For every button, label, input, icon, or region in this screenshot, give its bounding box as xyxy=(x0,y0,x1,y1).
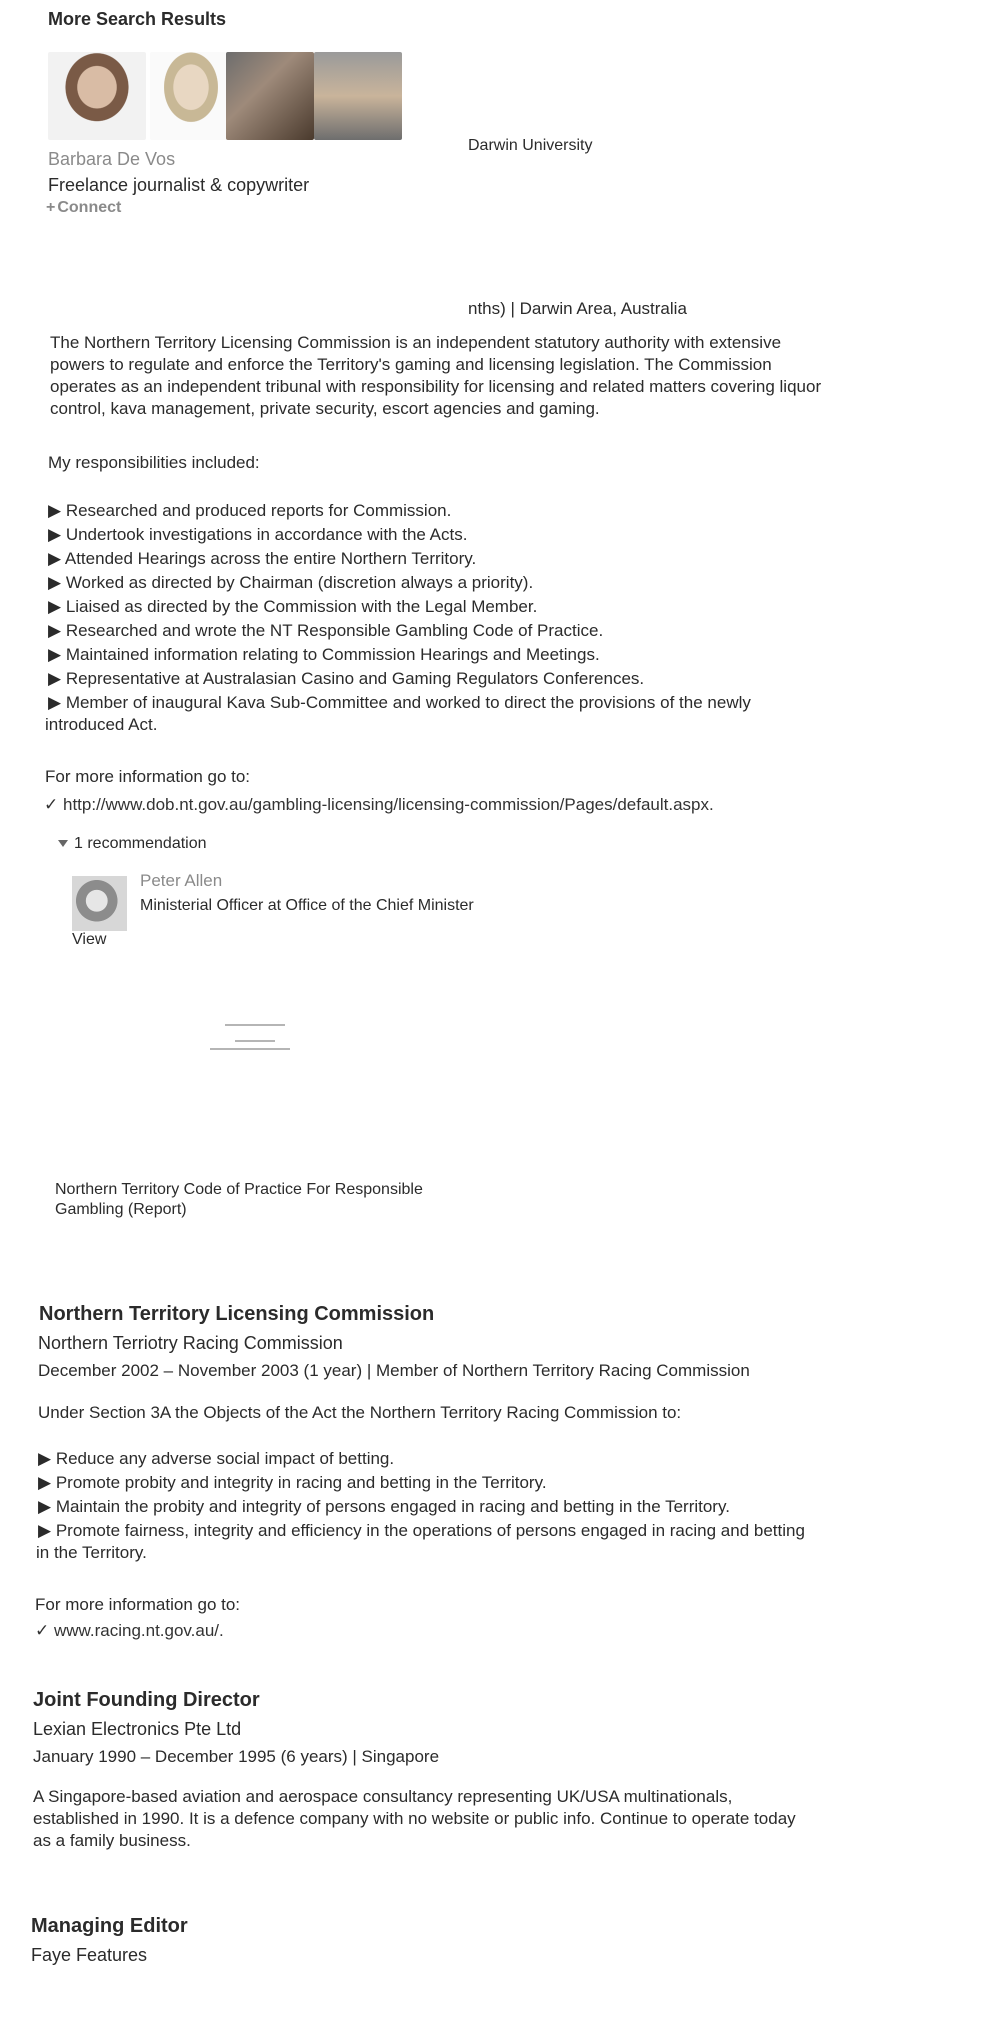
recommender-avatar[interactable] xyxy=(72,876,127,931)
profile-photo[interactable] xyxy=(226,52,314,140)
connect-label: Connect xyxy=(57,199,122,216)
plus-icon: + xyxy=(46,199,56,216)
position-company[interactable]: Lexian Electronics Pte Ltd xyxy=(33,1719,242,1739)
position-meta: December 2002 – November 2003 (1 year) | Member of Northern Territory Racing Commission xyxy=(38,1361,750,1380)
recommender-name[interactable]: Peter Allen xyxy=(140,871,223,890)
more-info-link[interactable]: ✓ http://www.dob.nt.gov.au/gambling-licensing/licensing-commission/Pages/default.aspx. xyxy=(44,795,714,814)
recommendation-toggle[interactable]: 1 recommendation xyxy=(58,834,207,854)
recommender-title: Ministerial Officer at Office of the Chief Minister xyxy=(140,897,474,914)
profile-photo[interactable] xyxy=(48,52,146,140)
position-meta: January 1990 – December 1995 (6 years) | Singapore xyxy=(33,1747,440,1766)
list-item: ▶ Worked as directed by Chairman (discretion always a priority). xyxy=(48,573,534,592)
document-thumbnail[interactable] xyxy=(195,1018,305,1068)
list-item: ▶ Reduce any adverse social impact of betting. xyxy=(38,1449,395,1468)
responsibilities-list xyxy=(45,500,751,736)
profile-photo[interactable] xyxy=(150,52,232,140)
list-item: ▶ Researched and produced reports for Commission. xyxy=(48,501,452,520)
result-name[interactable]: Barbara De Vos xyxy=(48,149,176,169)
objects-list xyxy=(38,1448,805,1564)
position-title[interactable]: Managing Editor xyxy=(31,1915,188,1937)
profile-photo[interactable] xyxy=(314,52,402,140)
side-text: Darwin University xyxy=(468,137,593,154)
list-item-continuation: in the Territory. xyxy=(36,1543,147,1562)
position-company[interactable]: Northern Terriotry Racing Commission xyxy=(38,1333,343,1353)
position-intro: Under Section 3A the Objects of the Act the Northern Territory Racing Commission to: xyxy=(38,1403,682,1422)
list-item: ▶ Undertook investigations in accordance with the Acts. xyxy=(48,525,468,544)
position-description: The Northern Territory Licensing Commission is an independent statutory authority with extensive powers to regulate and enforce the Territory's gaming and licensing legislation. The Commission operates as an independent tribunal with responsibility for licensing and related matters covering liquor control, kava management, private security, escort agencies and gaming. xyxy=(50,333,822,418)
position-description: A Singapore-based aviation and aerospace consultancy representing UK/USA multinationals, established in 1990. It is a defence company with no website or public info. Continue to operate today as a family business. xyxy=(33,1787,796,1850)
document-title[interactable]: Northern Territory Code of Practice For Responsible Gambling (Report) xyxy=(55,1181,423,1218)
list-item: ▶ Researched and wrote the NT Responsible Gambling Code of Practice. xyxy=(48,621,604,640)
responsibilities-heading: My responsibilities included: xyxy=(48,453,260,472)
position-title[interactable]: Northern Territory Licensing Commission xyxy=(39,1303,435,1325)
more-info-label: For more information go to: xyxy=(35,1595,241,1614)
position-title[interactable]: Joint Founding Director xyxy=(33,1689,260,1711)
list-item: ▶ Maintained information relating to Commission Hearings and Meetings. xyxy=(48,645,600,664)
list-item: ▶ Promote probity and integrity in racing and betting in the Territory. xyxy=(38,1473,547,1492)
list-item: ▶ Attended Hearings across the entire Northern Territory. xyxy=(48,549,477,568)
list-item-continuation: introduced Act. xyxy=(45,715,158,734)
more-info-link[interactable]: ✓ www.racing.nt.gov.au/. xyxy=(35,1621,224,1640)
list-item: ▶ Promote fairness, integrity and efficiency in the operations of persons engaged in racing and betting xyxy=(38,1521,805,1540)
more-info-label: For more information go to: xyxy=(45,767,251,786)
list-item: ▶ Member of inaugural Kava Sub-Committee and worked to direct the provisions of the newly xyxy=(48,693,751,712)
position-meta: nths) | Darwin Area, Australia xyxy=(468,299,687,318)
check-icon: ✓ xyxy=(35,1621,50,1640)
view-link[interactable]: View xyxy=(72,931,107,948)
section-title: More Search Results xyxy=(48,9,227,29)
chevron-down-icon xyxy=(58,840,68,847)
list-item: ▶ Representative at Australasian Casino and Gaming Regulators Conferences. xyxy=(48,669,645,688)
connect-button[interactable] xyxy=(46,198,121,218)
position-company[interactable]: Faye Features xyxy=(31,1945,148,1965)
list-item: ▶ Liaised as directed by the Commission with the Legal Member. xyxy=(48,597,538,616)
list-item: ▶ Maintain the probity and integrity of persons engaged in racing and betting in the Territory. xyxy=(38,1497,730,1516)
check-icon: ✓ xyxy=(44,795,59,814)
result-headline: Freelance journalist & copywriter xyxy=(48,175,310,195)
